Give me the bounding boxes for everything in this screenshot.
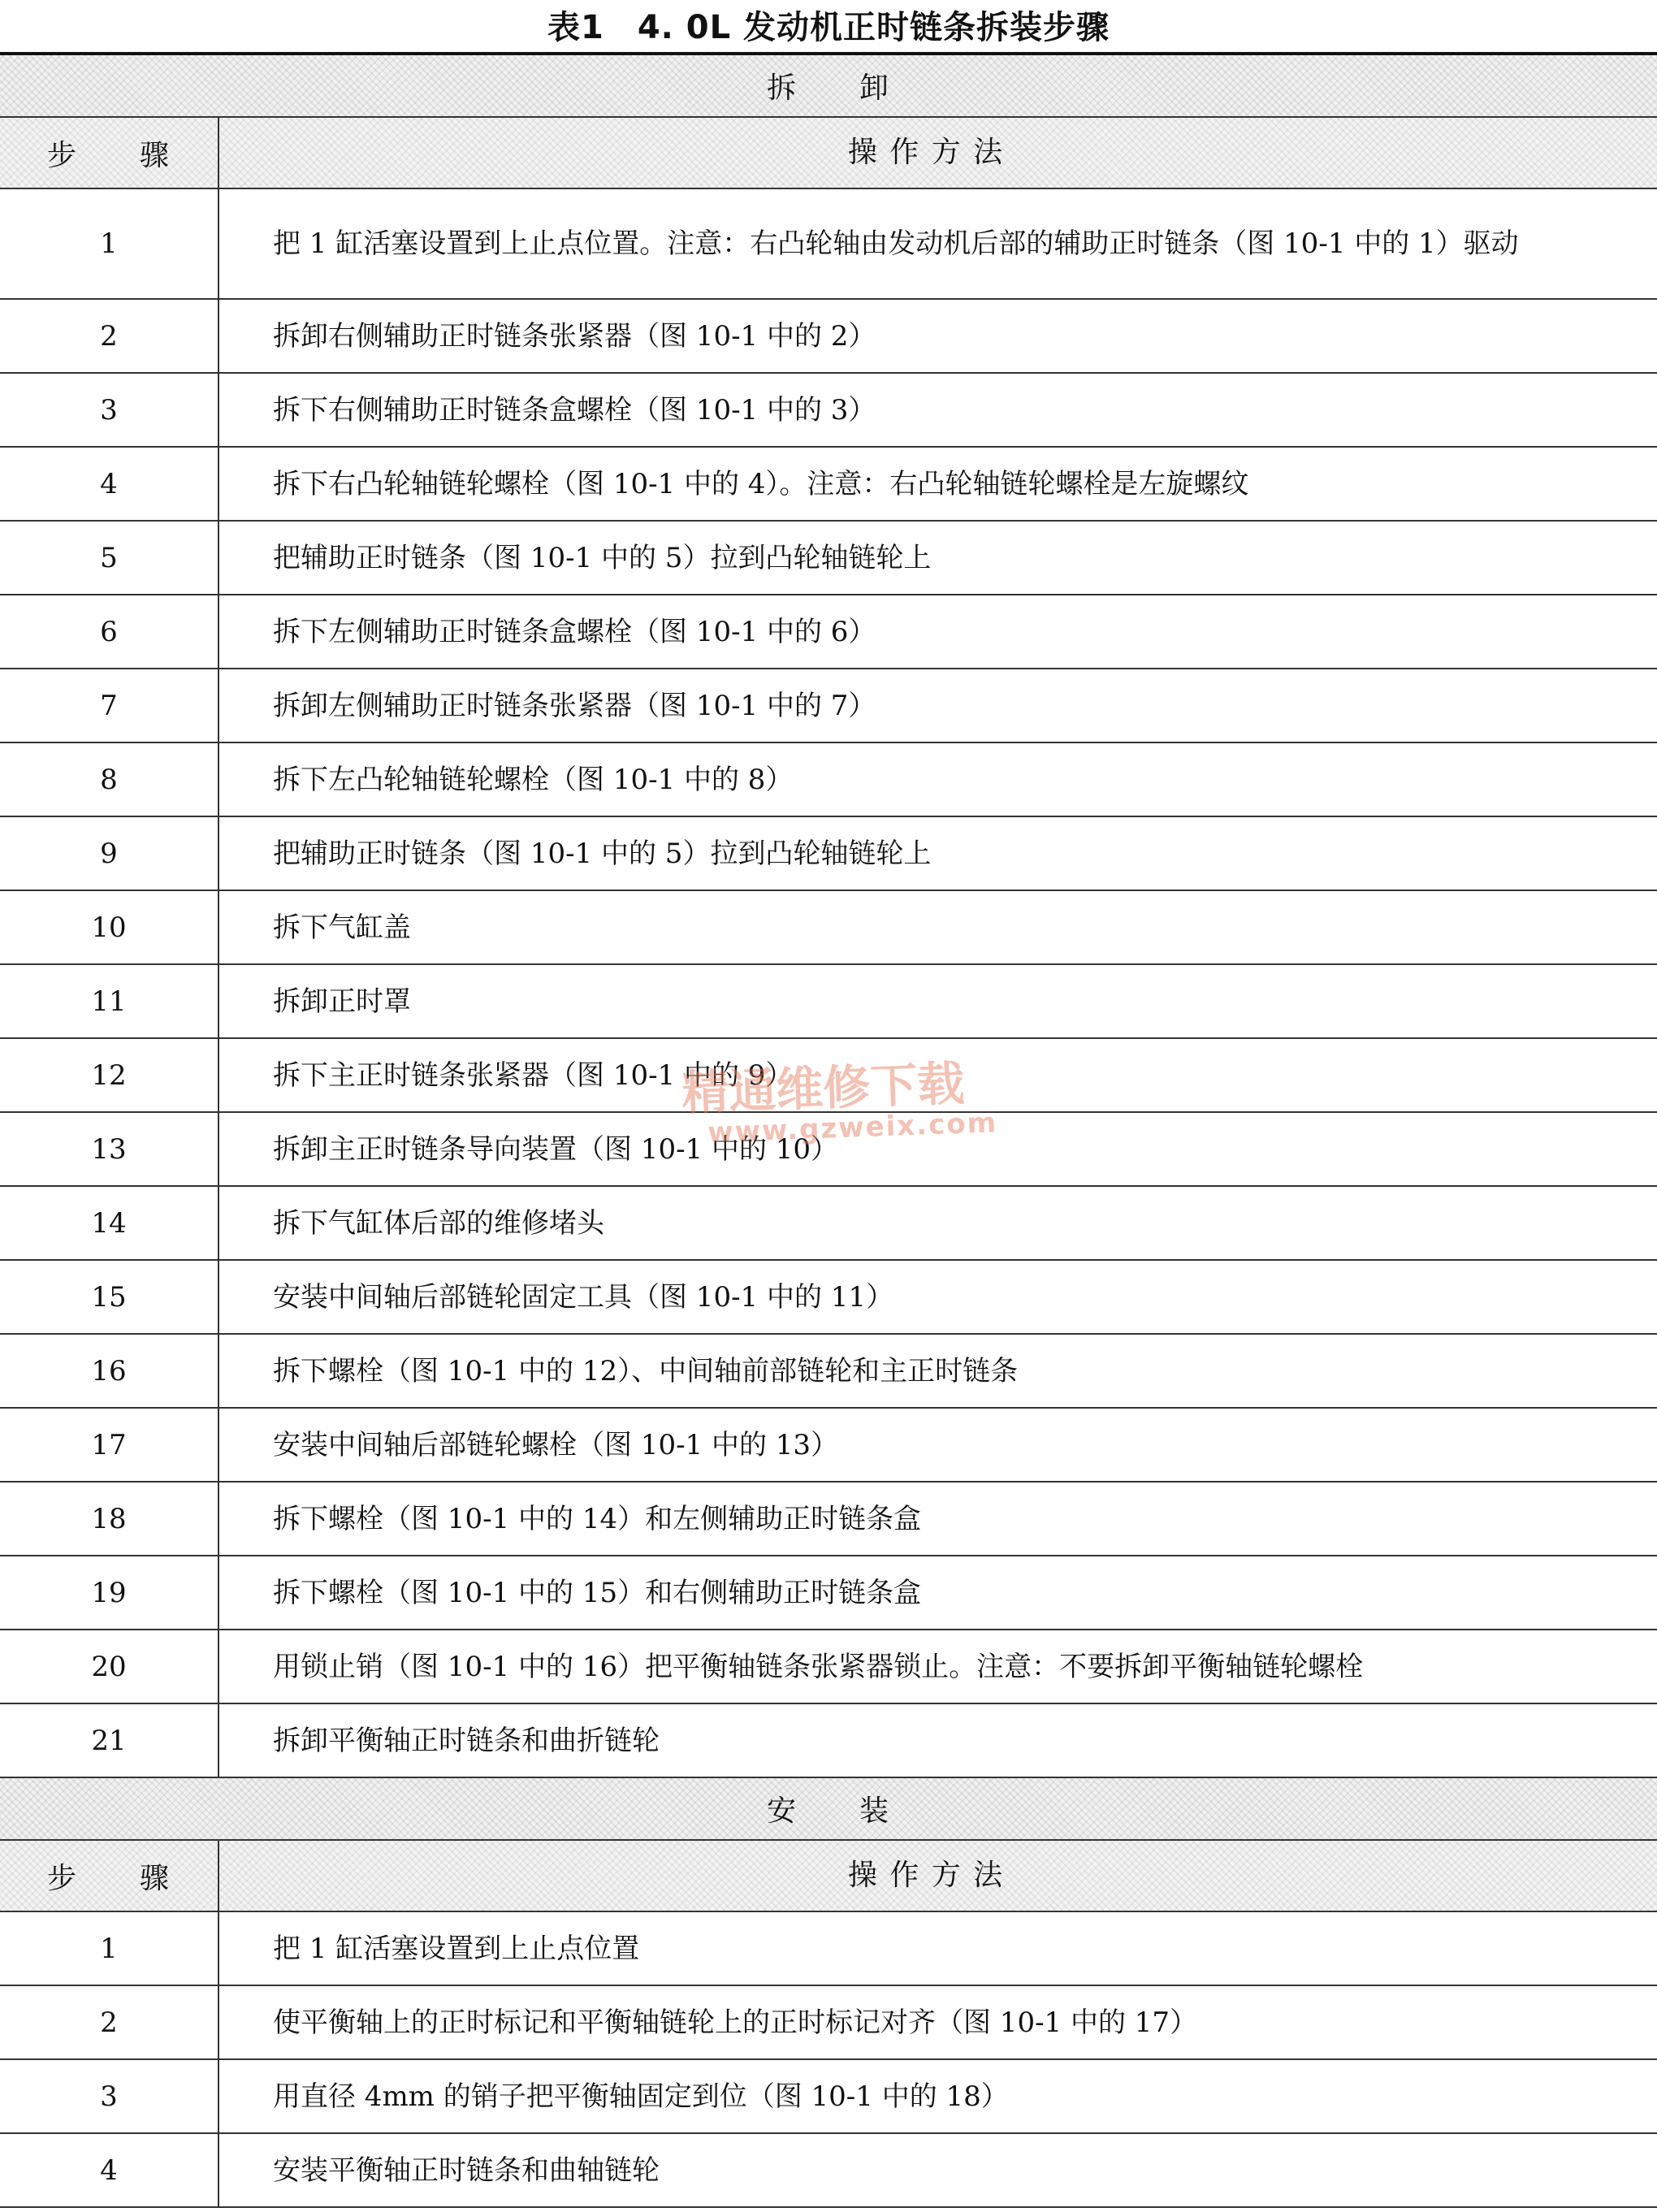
step-number: 19	[0, 1556, 219, 1629]
table-title: 表1 4. 0L 发动机正时链条拆装步骤	[547, 8, 1110, 46]
step-instruction: 拆下气缸体后部的维修堵头	[273, 1206, 604, 1240]
table-row	[0, 1335, 1657, 1409]
column-header-step: 步 骤	[0, 1841, 219, 1911]
step-instruction: 拆下螺栓（图 10-1 中的 15）和右侧辅助正时链条盒	[273, 1576, 922, 1609]
step-number: 6	[0, 595, 219, 668]
step-instruction: 把辅助正时链条（图 10-1 中的 5）拉到凸轮轴链轮上	[273, 837, 932, 870]
table-row	[0, 374, 1657, 448]
table-row	[0, 1187, 1657, 1261]
step-number: 20	[0, 1630, 219, 1703]
step-number: 2	[0, 1986, 219, 2058]
table-row	[0, 817, 1657, 891]
step-instruction: 把 1 缸活塞设置到上止点位置	[273, 1932, 640, 1965]
table-row	[0, 743, 1657, 817]
table-row	[0, 448, 1657, 522]
table-row	[0, 300, 1657, 374]
table-row	[0, 891, 1657, 965]
table-row	[0, 522, 1657, 595]
section-label: 安 装	[766, 1794, 890, 1828]
table-row	[0, 595, 1657, 669]
step-number: 4	[0, 2134, 219, 2206]
column-header-step: 步 骤	[0, 118, 219, 188]
step-instruction: 用直径 4mm 的销子把平衡轴固定到位（图 10-1 中的 18）	[273, 2080, 1009, 2113]
section-label: 拆 卸	[766, 71, 890, 105]
step-instruction: 拆下气缸盖	[273, 911, 411, 944]
table-row	[0, 1556, 1657, 1630]
step-instruction: 安装中间轴后部链轮固定工具（图 10-1 中的 11）	[273, 1280, 894, 1314]
table-row	[0, 1261, 1657, 1335]
step-number: 3	[0, 374, 219, 446]
step-number: 1	[0, 1912, 219, 1985]
table-row	[0, 669, 1657, 743]
step-instruction: 把 1 缸活塞设置到上止点位置。注意：右凸轮轴由发动机后部的辅助正时链条（图 10-1 中的 1）驱动	[273, 227, 1519, 260]
table-row	[0, 1483, 1657, 1556]
step-number: 7	[0, 669, 219, 742]
step-instruction: 拆下左凸轮轴链轮螺栓（图 10-1 中的 8）	[273, 763, 794, 796]
step-number: 1	[0, 189, 219, 298]
step-number: 3	[0, 2060, 219, 2132]
step-number: 12	[0, 1039, 219, 1111]
step-instruction: 安装平衡轴正时链条和曲轴链轮	[273, 2154, 660, 2187]
header-row	[0, 118, 1657, 189]
procedure-table	[0, 52, 1657, 2208]
step-instruction: 拆下右凸轮轴链轮螺栓（图 10-1 中的 4）。注意：右凸轮轴链轮螺栓是左旋螺纹	[273, 467, 1249, 500]
table-row	[0, 965, 1657, 1039]
step-number: 8	[0, 743, 219, 816]
step-instruction: 拆下左侧辅助正时链条盒螺栓（图 10-1 中的 6）	[273, 615, 876, 648]
step-number: 18	[0, 1483, 219, 1555]
step-number: 9	[0, 817, 219, 890]
step-instruction: 拆下右侧辅助正时链条盒螺栓（图 10-1 中的 3）	[273, 393, 876, 426]
step-number: 17	[0, 1409, 219, 1481]
table-row	[0, 1113, 1657, 1187]
step-instruction: 拆卸平衡轴正时链条和曲折链轮	[273, 1724, 660, 1757]
step-number: 5	[0, 522, 219, 594]
step-instruction: 拆下主正时链条张紧器（图 10-1 中的 9）	[273, 1058, 794, 1092]
column-header-method: 操 作 方 法	[847, 1859, 1005, 1892]
table-row	[0, 2134, 1657, 2208]
step-instruction: 拆卸主正时链条导向装置（图 10-1 中的 10）	[273, 1132, 839, 1166]
step-instruction: 拆卸右侧辅助正时链条张紧器（图 10-1 中的 2）	[273, 319, 876, 353]
table-row	[0, 1409, 1657, 1483]
step-number: 4	[0, 448, 219, 520]
step-number: 16	[0, 1335, 219, 1407]
step-instruction: 拆卸左侧辅助正时链条张紧器（图 10-1 中的 7）	[273, 689, 876, 722]
install-steps	[0, 1912, 1657, 2208]
step-instruction: 安装中间轴后部链轮螺栓（图 10-1 中的 13）	[273, 1428, 839, 1461]
column-header-method: 操 作 方 法	[847, 136, 1005, 169]
step-instruction: 用锁止销（图 10-1 中的 16）把平衡轴链条张紧器锁止。注意：不要拆卸平衡轴链轮螺栓	[273, 1650, 1364, 1683]
removal-steps	[0, 189, 1657, 1778]
step-instruction: 拆下螺栓（图 10-1 中的 14）和左侧辅助正时链条盒	[273, 1502, 922, 1535]
step-number: 10	[0, 891, 219, 963]
step-instruction: 拆卸正时罩	[273, 985, 411, 1018]
step-number: 13	[0, 1113, 219, 1185]
step-instruction: 把辅助正时链条（图 10-1 中的 5）拉到凸轮轴链轮上	[273, 541, 932, 574]
header-row	[0, 1841, 1657, 1912]
step-instruction: 使平衡轴上的正时标记和平衡轴链轮上的正时标记对齐（图 10-1 中的 17）	[273, 2006, 1198, 2039]
section-install	[0, 1778, 1657, 1841]
step-number: 11	[0, 965, 219, 1037]
watermark-url: www.gzweix.com	[707, 1106, 998, 1149]
section-removal	[0, 55, 1657, 118]
table-row	[0, 1630, 1657, 1704]
table-row	[0, 1912, 1657, 1986]
table-row	[0, 189, 1657, 300]
table-row	[0, 2060, 1657, 2134]
table-row	[0, 1704, 1657, 1778]
step-instruction: 拆下螺栓（图 10-1 中的 12）、中间轴前部链轮和主正时链条	[273, 1354, 1019, 1387]
watermark-text: 精通维修下载	[681, 1055, 966, 1121]
step-number: 2	[0, 300, 219, 372]
step-number: 15	[0, 1261, 219, 1333]
table-row	[0, 1986, 1657, 2060]
step-number: 21	[0, 1704, 219, 1777]
step-number: 14	[0, 1187, 219, 1259]
table-row	[0, 1039, 1657, 1113]
